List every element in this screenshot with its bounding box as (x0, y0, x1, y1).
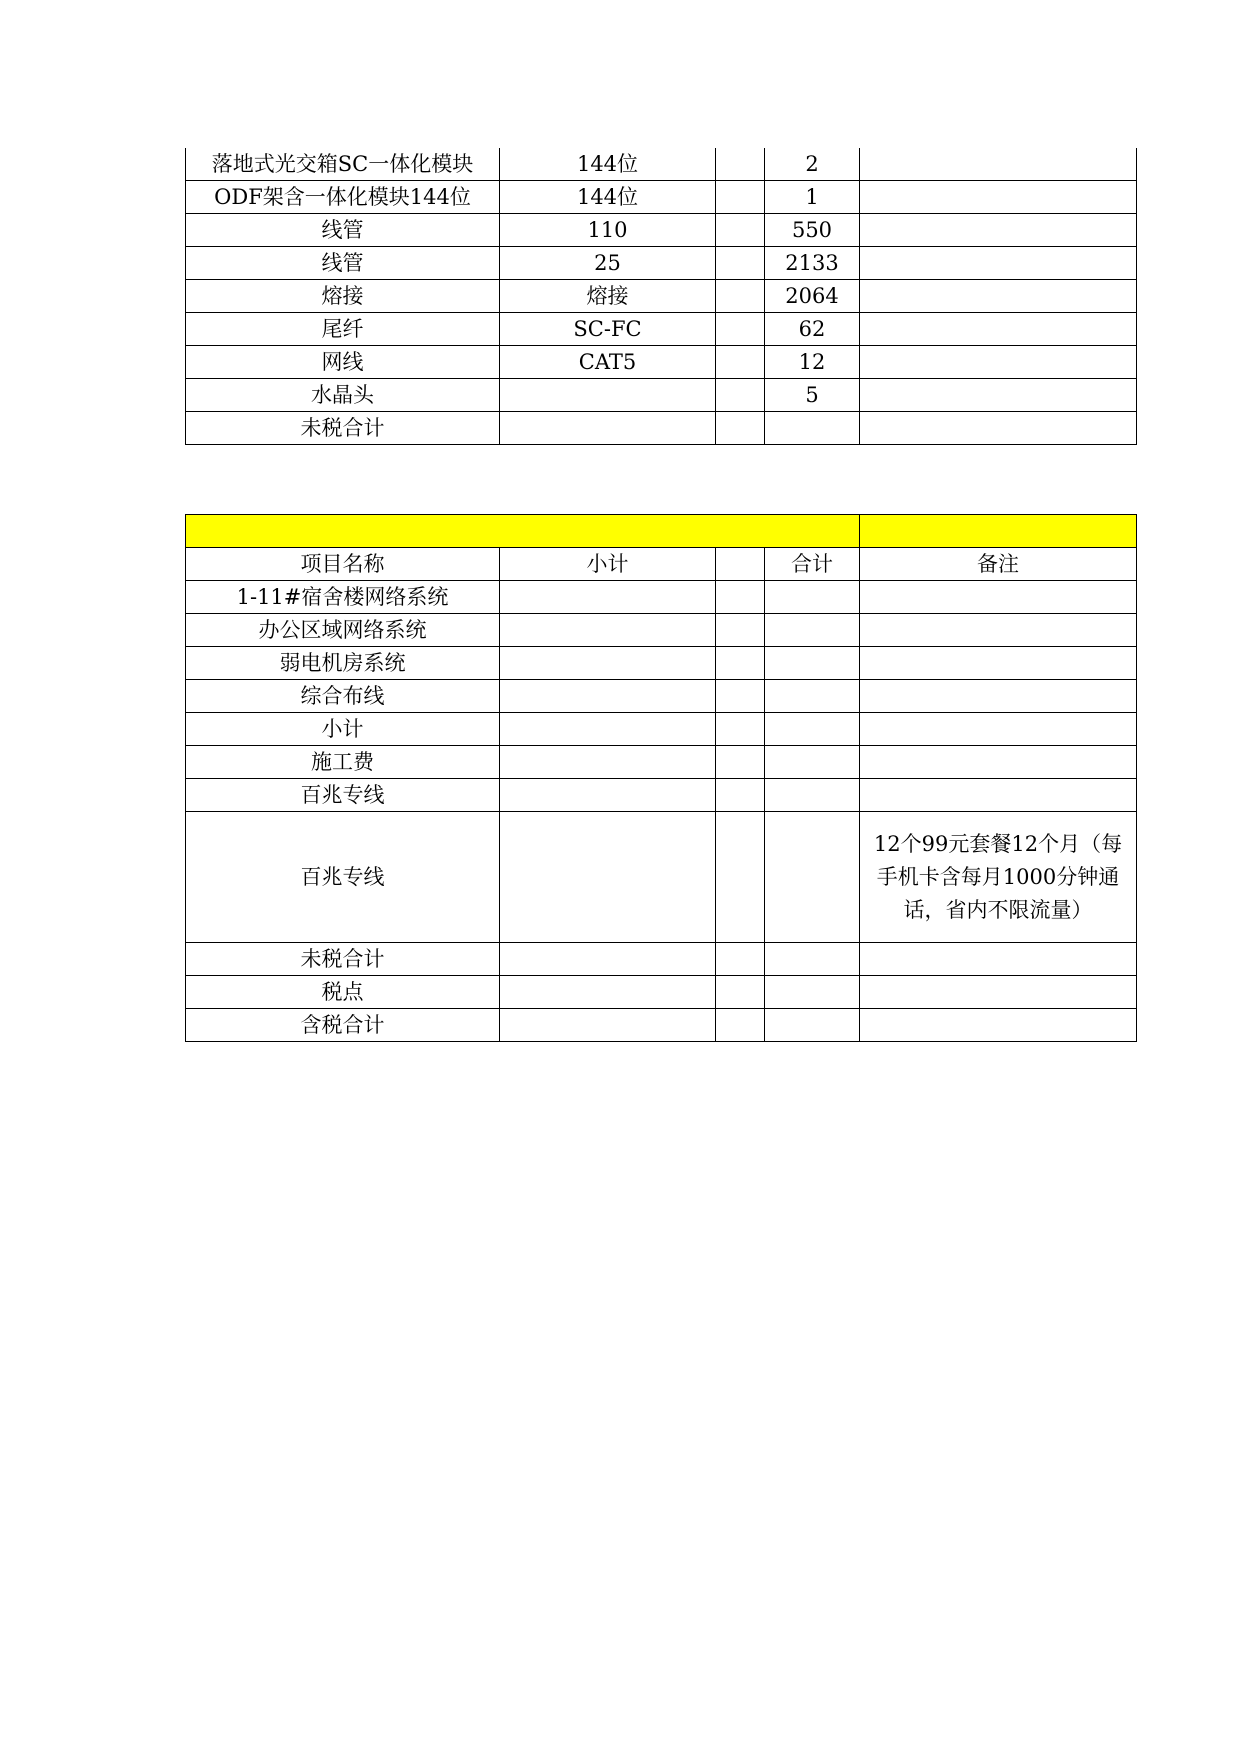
cell-note (860, 214, 1137, 247)
table-row (186, 614, 1137, 647)
cell-total (765, 812, 860, 943)
cell-subtotal (500, 812, 716, 943)
cell-blank (716, 746, 765, 779)
cell-subtotal (500, 1009, 716, 1042)
cell-note (860, 346, 1137, 379)
cell-qty: 12 (765, 346, 860, 379)
cell-name: 网线 (186, 346, 500, 379)
cell-name: 百兆专线 (186, 812, 500, 943)
table-row (186, 346, 1137, 379)
cell-note (860, 247, 1137, 280)
cell-total (765, 614, 860, 647)
cell-name: 综合布线 (186, 680, 500, 713)
cell-note (860, 313, 1137, 346)
table-row (186, 412, 1137, 445)
cell-name: 百兆专线 (186, 779, 500, 812)
table-row (186, 943, 1137, 976)
cell-spec (500, 412, 716, 445)
cell-remark (860, 1009, 1137, 1042)
cell-blank (716, 1009, 765, 1042)
cell-remark (860, 976, 1137, 1009)
cell-remark: 12个99元套餐12个月（每手机卡含每月1000分钟通话，省内不限流量） (860, 812, 1137, 943)
header-subtotal: 小计 (500, 548, 716, 581)
cell-total (765, 1009, 860, 1042)
cell-blank (716, 412, 765, 445)
cell-spec: CAT5 (500, 346, 716, 379)
summary-highlight-row (186, 515, 1137, 548)
cell-spec: 25 (500, 247, 716, 280)
table-row (186, 379, 1137, 412)
cell-spec: 144位 (500, 148, 716, 181)
cell-blank (716, 313, 765, 346)
cell-qty (765, 412, 860, 445)
table-row (186, 214, 1137, 247)
cell-name: 小计 (186, 713, 500, 746)
cell-total (765, 581, 860, 614)
table-row (186, 976, 1137, 1009)
table-row (186, 647, 1137, 680)
table-row (186, 181, 1137, 214)
cell-qty: 5 (765, 379, 860, 412)
cell-blank (716, 647, 765, 680)
cell-qty: 1 (765, 181, 860, 214)
cell-qty: 2133 (765, 247, 860, 280)
table-row (186, 581, 1137, 614)
cell-name: 线管 (186, 247, 500, 280)
header-project-name: 项目名称 (186, 548, 500, 581)
table-row (186, 812, 1137, 943)
cell-total (765, 943, 860, 976)
cell-note (860, 280, 1137, 313)
cell-remark (860, 943, 1137, 976)
summary-table-body (186, 515, 1137, 1042)
highlight-cell-remark (860, 515, 1137, 548)
cell-total (765, 680, 860, 713)
cell-blank (716, 581, 765, 614)
cell-spec: SC-FC (500, 313, 716, 346)
table-row (186, 713, 1137, 746)
table-row (186, 779, 1137, 812)
cell-name: 办公区域网络系统 (186, 614, 500, 647)
table-row (186, 1009, 1137, 1042)
header-remark: 备注 (860, 548, 1137, 581)
cell-subtotal (500, 779, 716, 812)
cell-blank (716, 779, 765, 812)
table-row (186, 247, 1137, 280)
table-row (186, 313, 1137, 346)
cell-total (765, 746, 860, 779)
table-row (186, 680, 1137, 713)
cell-remark (860, 713, 1137, 746)
cell-blank (716, 680, 765, 713)
cell-total (765, 713, 860, 746)
cell-subtotal (500, 647, 716, 680)
table-row (186, 280, 1137, 313)
cell-remark (860, 779, 1137, 812)
cell-note (860, 181, 1137, 214)
cell-note (860, 379, 1137, 412)
cell-subtotal (500, 614, 716, 647)
cell-name: 水晶头 (186, 379, 500, 412)
cell-remark (860, 647, 1137, 680)
cell-blank (716, 812, 765, 943)
cell-blank (716, 943, 765, 976)
cell-name: 线管 (186, 214, 500, 247)
cell-subtotal (500, 976, 716, 1009)
cell-name: 落地式光交箱SC一体化模块 (186, 148, 500, 181)
cell-name: 弱电机房系统 (186, 647, 500, 680)
cell-spec (500, 379, 716, 412)
materials-table (185, 148, 1137, 445)
highlight-cell (186, 515, 860, 548)
cell-subtotal (500, 680, 716, 713)
cell-subtotal (500, 581, 716, 614)
table-row (186, 746, 1137, 779)
cell-qty: 62 (765, 313, 860, 346)
cell-spec: 110 (500, 214, 716, 247)
cell-remark (860, 581, 1137, 614)
cell-spec: 144位 (500, 181, 716, 214)
cell-qty: 2 (765, 148, 860, 181)
cell-name: 未税合计 (186, 412, 500, 445)
cell-subtotal (500, 943, 716, 976)
cell-note (860, 412, 1137, 445)
cell-blank (716, 247, 765, 280)
header-total: 合计 (765, 548, 860, 581)
cell-total (765, 647, 860, 680)
cell-qty: 550 (765, 214, 860, 247)
cell-blank (716, 181, 765, 214)
cell-blank (716, 713, 765, 746)
cell-blank (716, 346, 765, 379)
cell-blank (716, 379, 765, 412)
cell-remark (860, 614, 1137, 647)
cell-name: 税点 (186, 976, 500, 1009)
materials-table-body (186, 148, 1137, 445)
summary-table (185, 514, 1137, 1042)
cell-name: 含税合计 (186, 1009, 500, 1042)
cell-blank (716, 280, 765, 313)
cell-name: 熔接 (186, 280, 500, 313)
cell-total (765, 779, 860, 812)
cell-name: 未税合计 (186, 943, 500, 976)
cell-qty: 2064 (765, 280, 860, 313)
cell-name: ODF架含一体化模块144位 (186, 181, 500, 214)
cell-spec: 熔接 (500, 280, 716, 313)
header-blank (716, 548, 765, 581)
cell-subtotal (500, 713, 716, 746)
cell-blank (716, 976, 765, 1009)
cell-note (860, 148, 1137, 181)
cell-name: 1-11#宿舍楼网络系统 (186, 581, 500, 614)
cell-blank (716, 614, 765, 647)
cell-blank (716, 148, 765, 181)
cell-name: 尾纤 (186, 313, 500, 346)
cell-total (765, 976, 860, 1009)
cell-remark (860, 746, 1137, 779)
cell-remark (860, 680, 1137, 713)
table-row (186, 148, 1137, 181)
cell-subtotal (500, 746, 716, 779)
summary-header-row (186, 548, 1137, 581)
cell-blank (716, 214, 765, 247)
cell-name: 施工费 (186, 746, 500, 779)
